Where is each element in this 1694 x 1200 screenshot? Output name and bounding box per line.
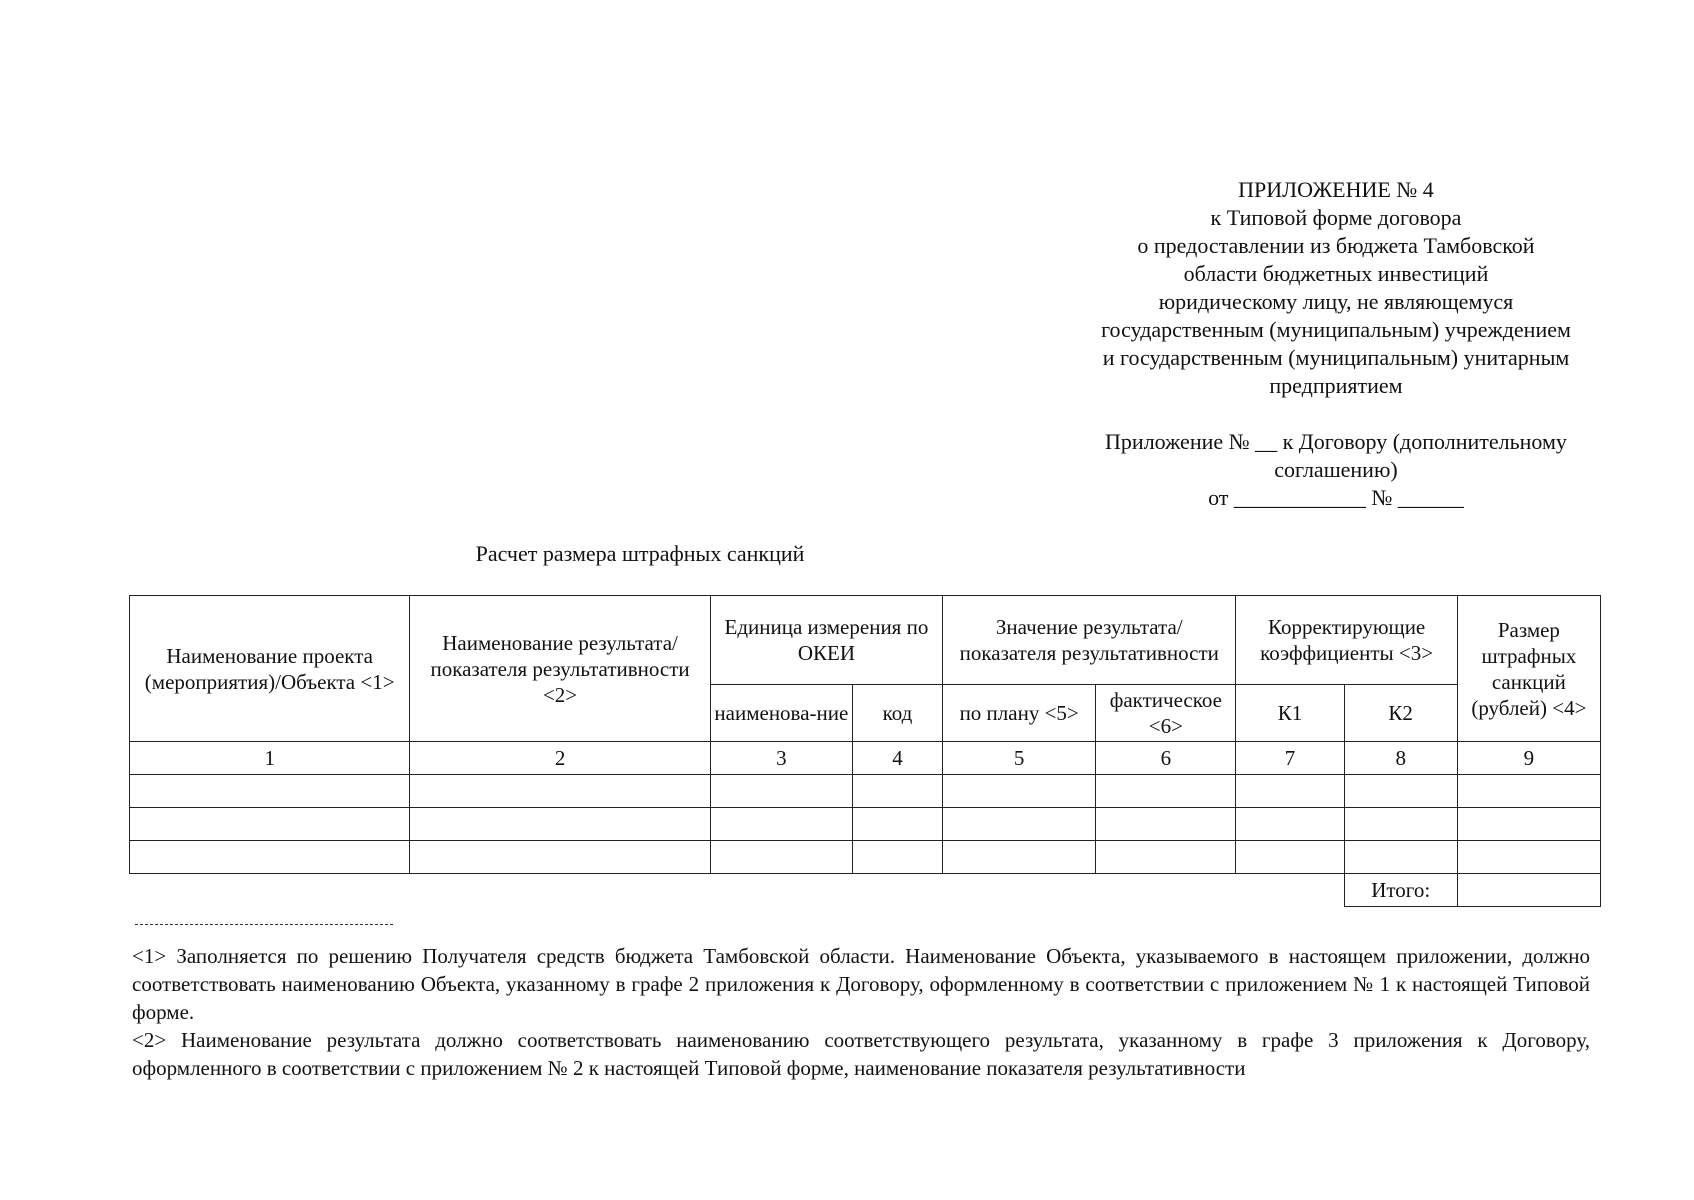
header-unit-name: наименова-ние <box>710 685 852 742</box>
column-number: 9 <box>1457 742 1600 775</box>
column-number-row <box>130 742 1601 775</box>
table-cell <box>852 775 942 808</box>
header-line: юридическому лицу, не являющемуся <box>1158 289 1514 314</box>
table-cell <box>130 808 410 841</box>
table-row <box>130 808 1601 841</box>
table-cell <box>410 775 710 808</box>
header-line: к Типовой форме договора <box>1210 205 1462 230</box>
header-k1: К1 <box>1236 685 1344 742</box>
footnote-2: <2> Наименование результата должно соответствовать наименованию соответствующего результата, указанному в графе 3 приложения к Договору, оформленного в соответствии с приложением № 2 к настоящей Типовой форме, наименование показателя результативности <box>132 1028 1590 1080</box>
table-cell <box>852 841 942 874</box>
table-cell <box>943 841 1096 874</box>
table-cell <box>1096 775 1236 808</box>
table-cell <box>1096 841 1236 874</box>
table-cell <box>410 808 710 841</box>
column-number: 5 <box>943 742 1096 775</box>
table-cell <box>1344 808 1457 841</box>
table-cell <box>1236 775 1344 808</box>
header-unit: Единица измерения по ОКЕИ <box>710 596 942 685</box>
header-value: Значение результата/ показателя результативности <box>943 596 1236 685</box>
header-plan: по плану <5> <box>943 685 1096 742</box>
table-cell <box>852 808 942 841</box>
table-cell <box>943 808 1096 841</box>
table-cell <box>410 841 710 874</box>
table-cell <box>1457 841 1600 874</box>
total-row <box>130 874 1601 907</box>
fines-calculation-table <box>129 595 1601 907</box>
header-unit-code: код <box>852 685 942 742</box>
column-number: 3 <box>710 742 852 775</box>
total-value-cell <box>1457 874 1600 907</box>
header-coefficients: Корректирующие коэффициенты <3> <box>1236 596 1457 685</box>
table-row <box>130 841 1601 874</box>
table-cell <box>710 775 852 808</box>
header-line: области бюджетных инвестиций <box>1183 261 1489 286</box>
column-number: 4 <box>852 742 942 775</box>
document-title: Расчет размера штрафных санкций <box>475 541 805 566</box>
footnotes <box>132 942 1590 1082</box>
total-label: Итого: <box>1344 874 1457 907</box>
column-number: 6 <box>1096 742 1236 775</box>
table-cell <box>1457 808 1600 841</box>
table-cell <box>710 808 852 841</box>
header-line: и государственным (муниципальным) унитарным <box>1102 345 1570 370</box>
header-project: Наименование проекта (мероприятия)/Объекта <1> <box>130 596 410 742</box>
header-line: о предоставлении из бюджета Тамбовской <box>1137 233 1535 258</box>
header-line: государственным (муниципальным) учреждением <box>1101 317 1571 342</box>
header-fine-amount: Размер штрафных санкций (рублей) <4> <box>1457 596 1600 742</box>
column-number: 8 <box>1344 742 1457 775</box>
column-number: 7 <box>1236 742 1344 775</box>
table-cell <box>1236 841 1344 874</box>
table-cell <box>710 841 852 874</box>
table-cell <box>943 775 1096 808</box>
header-actual: фактическое <6> <box>1096 685 1236 742</box>
table-cell <box>1096 808 1236 841</box>
annex-line: соглашению) <box>1274 457 1398 482</box>
appendix-title: ПРИЛОЖЕНИЕ № 4 <box>1238 177 1434 202</box>
header-k2: К2 <box>1344 685 1457 742</box>
table-cell <box>1344 841 1457 874</box>
table-row <box>130 775 1601 808</box>
header-line: предприятием <box>1269 373 1403 398</box>
footnote-separator <box>135 924 393 925</box>
table-cell <box>1457 775 1600 808</box>
annex-line: Приложение № __ к Договору (дополнительному <box>1105 429 1567 454</box>
column-number: 2 <box>410 742 710 775</box>
total-row-spacer <box>130 874 1345 907</box>
header-result: Наименование результата/ показателя результативности <2> <box>410 596 710 742</box>
annex-date-number-line: от ____________ № ______ <box>1208 485 1464 510</box>
table-cell <box>1344 775 1457 808</box>
contract-annex-reference <box>1060 428 1612 512</box>
footnote-1: <1> Заполняется по решению Получателя средств бюджета Тамбовской области. Наименование Объекта, указываемого в настоящем приложении, должно соответствовать наименованию Объекта, указанному в графе 2 приложения к Договору, оформленному в соответствии с приложением № 1 к настоящей Типовой форме. <box>132 944 1590 1024</box>
table-cell <box>130 775 410 808</box>
column-number: 1 <box>130 742 410 775</box>
table-cell <box>1236 808 1344 841</box>
table-cell <box>130 841 410 874</box>
appendix-header <box>1060 176 1612 400</box>
